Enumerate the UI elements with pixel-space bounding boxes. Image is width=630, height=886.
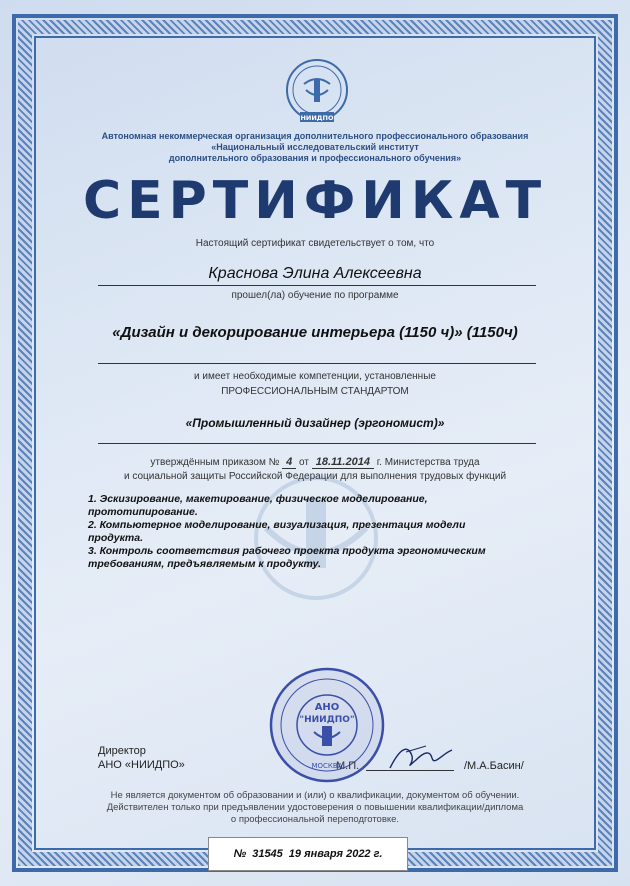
certificate-title: СЕРТИФИКАТ (82, 171, 548, 231)
official-seal-icon (268, 666, 386, 784)
recipient-name: Краснова Элина Алексеевна (208, 265, 422, 282)
seal-mid-text: "НИИДПО" (299, 715, 355, 725)
seal-place-label: М.П. (336, 760, 360, 772)
director-block (98, 744, 185, 772)
job-function-item: 1. Эскизирование, макетирование, физическое моделирование, прототипирование. (88, 493, 428, 518)
certificate-content (36, 38, 594, 860)
institute-logo-icon (282, 56, 352, 128)
approval-line-2: и социальной защиты Российской Федерации для выполнения трудовых функций (123, 471, 507, 482)
disclaimer-line-2: Действителен только при предъявлении удостоверения о повышении квалификации/диплома (106, 802, 524, 813)
passed-text: прошел(ла) обучение по программе (231, 290, 399, 301)
handwritten-signature-icon (386, 738, 456, 778)
professional-standard-label: ПРОФЕССИОНАЛЬНЫМ СТАНДАРТОМ (221, 386, 409, 397)
order-date: 18.11.2014 (312, 456, 374, 469)
org-line-2: «Национальный исследовательский институт (211, 142, 419, 152)
approval-suffix: г. Министерства труда (376, 457, 480, 468)
seal-top-text: АНО (314, 702, 340, 713)
registration-number: 31545 (252, 848, 283, 860)
logo-text: НИИДПО (300, 114, 334, 122)
standard-underline (98, 443, 536, 444)
registration-date: 19 января 2022 г. (288, 848, 383, 860)
job-function-item: 2. Компьютерное моделирование, визуализация, презентация модели продукта. (88, 519, 466, 544)
director-org: АНО «НИИДПО» (98, 759, 185, 771)
number-sign: № (233, 848, 247, 860)
order-number: 4 (282, 456, 296, 469)
job-functions-list (88, 493, 508, 571)
registration-box (208, 837, 408, 871)
job-function-item: 3. Контроль соответствия рабочего проекта продукта эргономическим требованиям, предъявляемым к продукту. (88, 545, 486, 570)
competence-text: и имеет необходимые компетенции, установленные (194, 371, 436, 382)
program-underline (98, 363, 536, 364)
signer-name: /М.А.Басин/ (464, 760, 524, 772)
name-underline (98, 285, 536, 286)
signature-line (366, 770, 454, 771)
disclaimer (36, 790, 594, 826)
program-name: «Дизайн и декорирование интерьера (1150 ч)» (1150ч) (112, 324, 518, 341)
disclaimer-line-1: Не является документом об образовании и (или) о квалификации, документом об обучении. (110, 790, 520, 801)
intro-text: Настоящий сертификат свидетельствует о том, что (195, 238, 435, 249)
approval-mid: от (299, 457, 309, 468)
org-line-3: дополнительного образования и профессионального обучения» (168, 153, 462, 163)
approval-text (36, 456, 594, 468)
org-line-1: Автономная некоммерческая организация дополнительного профессионального образования (101, 131, 529, 141)
standard-name: «Промышленный дизайнер (эргономист)» (185, 416, 445, 430)
disclaimer-line-3: о профессиональной переподготовке. (230, 814, 400, 825)
approval-prefix: утверждённым приказом № (150, 457, 280, 468)
director-title: Директор (98, 745, 146, 757)
seal-bottom-text: МОСКВА (311, 762, 343, 770)
organization-name (36, 131, 594, 164)
